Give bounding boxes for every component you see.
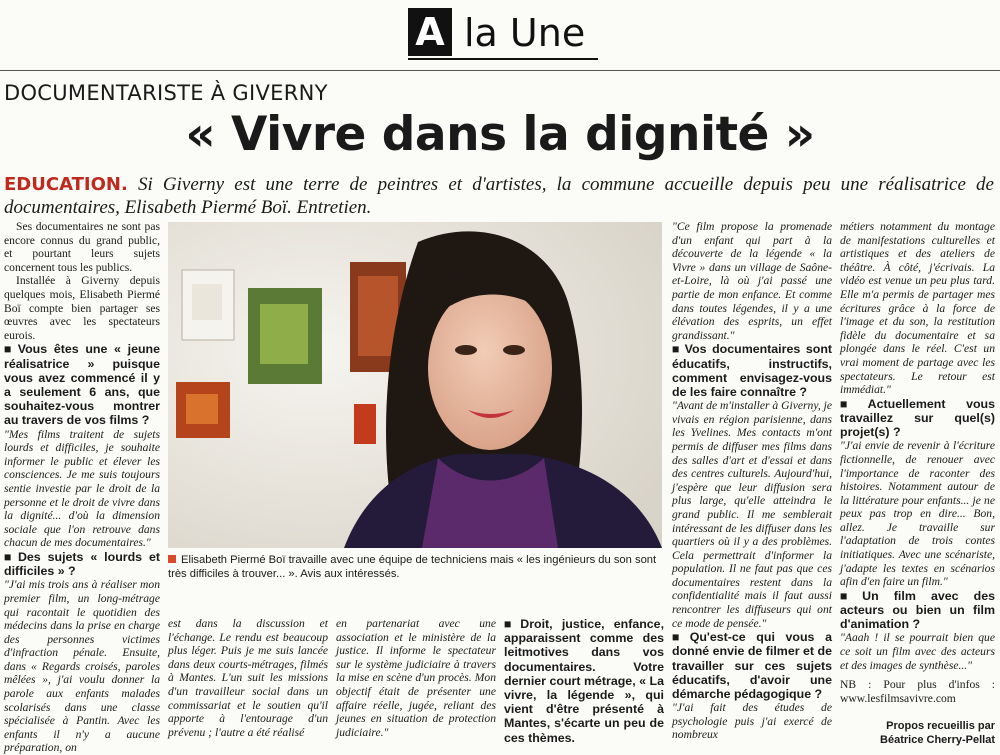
question-motivation: ■ Qu'est-ce qui vous a donné envie de filmer et de travailler sur ces sujets éducatifs, d'avoir une démarche pédagogique ? [672, 630, 832, 701]
column-1 [4, 220, 160, 755]
question-heavy-subjects: ■ Des sujets « lourds et difficiles » ? [4, 550, 160, 578]
column-5 [672, 220, 832, 742]
nb-more-info: NB : Pour plus d'infos : www.lesfilmsavivre.com [840, 678, 995, 705]
byline: Propos recueillis par Béatrice Cherry-Pellat [880, 720, 995, 747]
question-distribution: ■ Vos documentaires sont éducatifs, instructifs, comment envisagez-vous de les faire connaître ? [672, 342, 832, 399]
answer-young-director: "Mes films traitent de sujets lourds et difficiles, je souhaite informer le public et élever les consciences. Je me suis toujours sentie investie par le droit de la personne et le droit de vivre dans la dignité... d'où la dimension sociale que l'on retrouve dans chacun de mes documentaires." [4, 427, 160, 550]
lead [4, 173, 994, 219]
caption-text: Elisabeth Piermé Boï travaille avec une équipe de techniciens mais « les ingénieurs du son sont très difficiles à trouver... ». Avis aux intéressés. [168, 554, 657, 580]
question-current-projects: ■ Actuellement vous travaillez sur quel(s) projet(s) ? [840, 397, 995, 440]
rubric-underline [408, 58, 598, 60]
question-actors-or-animation: ■ Un film avec des acteurs ou bien un film d'animation ? [840, 589, 995, 632]
column-6 [840, 220, 995, 747]
lead-label: EDUCATION. [4, 174, 128, 195]
answer-legend-film: "Ce film propose la promenade d'un enfant qui part à la découverte de la légende « la Vivre » dans un village de Saône-et-Loire, là où j'ai passé une partie de mon enfance. Et comme dans toutes légendes, il y a une élévation des esprits, un effet grandissant." [672, 220, 832, 342]
intro-paragraph-2: Installée à Giverny depuis quelques mois, Elisabeth Piermé Boï compte bien partager ses œuvres avec les spectateurs eurois. [4, 274, 160, 342]
question-leitmotifs: ■ Droit, justice, enfance, apparaissent comme des leitmotives dans vos documentaires. Votre dernier court métrage, « La vivre, la légende », qui vient d'être présenté à Mantes, s'écarte un peu de ces thèmes. [504, 617, 664, 745]
column-2: est dans la discussion et l'échange. Le rendu est beaucoup plus léger. Puis je me suis lancée dans deux courts-métrages, filmés à Mantes. L'un suit les missions d'un travailleur social dans un commissariat et le soutien qu'il apporte à l'entourage d'un prévenu ; l'autre a été réalisé [168, 617, 328, 739]
kicker: DOCUMENTARISTE À GIVERNY [4, 81, 328, 105]
answer-distribution: "Avant de m'installer à Giverny, je vivais en région parisienne, dans les Yvelines. Mes contacts m'ont permis de diffuser mes films dans des salles d'art et d'essai et dans des centres culturels. Aujourd'hui, j'espère que leur diffusion sera plus large, qu'elle atteindra le grand public. Il me semblerait intéressant de les diffuser dans les quartiers où il y a des problèmes. Cela permettrait d'informer la population. Il ne faut pas que ces documentaires restent dans la confidentialité mais il faut aussi rencontrer les diffuseurs qui ont ce mode de pensée." [672, 399, 832, 630]
rubric-letter-box: A [408, 8, 452, 56]
header-rule [0, 70, 1000, 71]
answer-heavy-subjects: "J'ai mis trois ans à réaliser mon premier film, un long-métrage qui racontait le quotidien des médecins dans la prise en charge des personnes victimes d'infraction pénale. Ensuite, dans « Regards croisés, paroles mêlées », j'ai voulu donner la parole aux enfants malades scolarisés dans une classe spécialisée à Pantin. Avec les enfants il n'y a aucune préparation, on [4, 578, 160, 755]
answer-actors-or-animation: "Aaah ! il se pourrait bien que ce soit un film avec des acteurs et des images de synthèse..." [840, 631, 995, 672]
intro-paragraph-1: Ses documentaires ne sont pas encore connus du grand public, et pourtant leurs sujets concernent tous les publics. [4, 220, 160, 274]
answer-current-projects: "J'ai envie de revenir à l'écriture fictionnelle, de renouer avec l'importance de raconter des histoires. Notamment autour de la littérature pour enfants... je ne peux pas trop en dire... Bon, allez. Je travaille sur l'adaptation de trois contes initiatiques. Avec une scénariste, j'adapte les textes en scénarios afin d'en faire un film." [840, 439, 995, 589]
answer-career: métiers notamment du montage de manifestations culturelles et artistiques et des ateliers de théâtre. À côté, j'écrivais. La vidéo est venue un peu plus tard. Elle m'a permis de partager mes écritures grâce à la force de l'image et du son, la restitution fidèle du documentaire et sa plongée dans le réel. C'est un vrai moment de partage avec les spectateurs. Le retour est immédiat." [840, 220, 995, 397]
caption-marker [168, 555, 176, 563]
lead-text: Si Giverny est une terre de peintres et d'artistes, la commune accueille depuis peu une réalisatrice de documentaires, Elisabeth Piermé Boï. Entretien. [4, 174, 994, 218]
rubric-title: la Une [464, 11, 586, 55]
portrait-illustration [168, 222, 662, 548]
photo-caption [168, 553, 662, 581]
headline: « Vivre dans la dignité » [185, 107, 815, 162]
question-young-director: ■ Vous êtes une « jeune réalisatrice » puisque vous avez commencé il y a seulement 6 ans, que souhaitez-vous montrer au travers de vos films ? [4, 342, 160, 427]
answer-motivation: "J'ai fait des études de psychologie puis j'ai exercé de nombreux [672, 701, 832, 742]
portrait-photo [168, 222, 662, 548]
column-4 [504, 617, 664, 745]
column-3: en partenariat avec une association et le ministère de la justice. Il informe le spectateur sur le système judiciaire à travers la mise en scène d'un procès. Mon objectif était de présenter une affaire réelle, jugée, reliant des jeunes en situation de protection judiciaire." [336, 617, 496, 739]
